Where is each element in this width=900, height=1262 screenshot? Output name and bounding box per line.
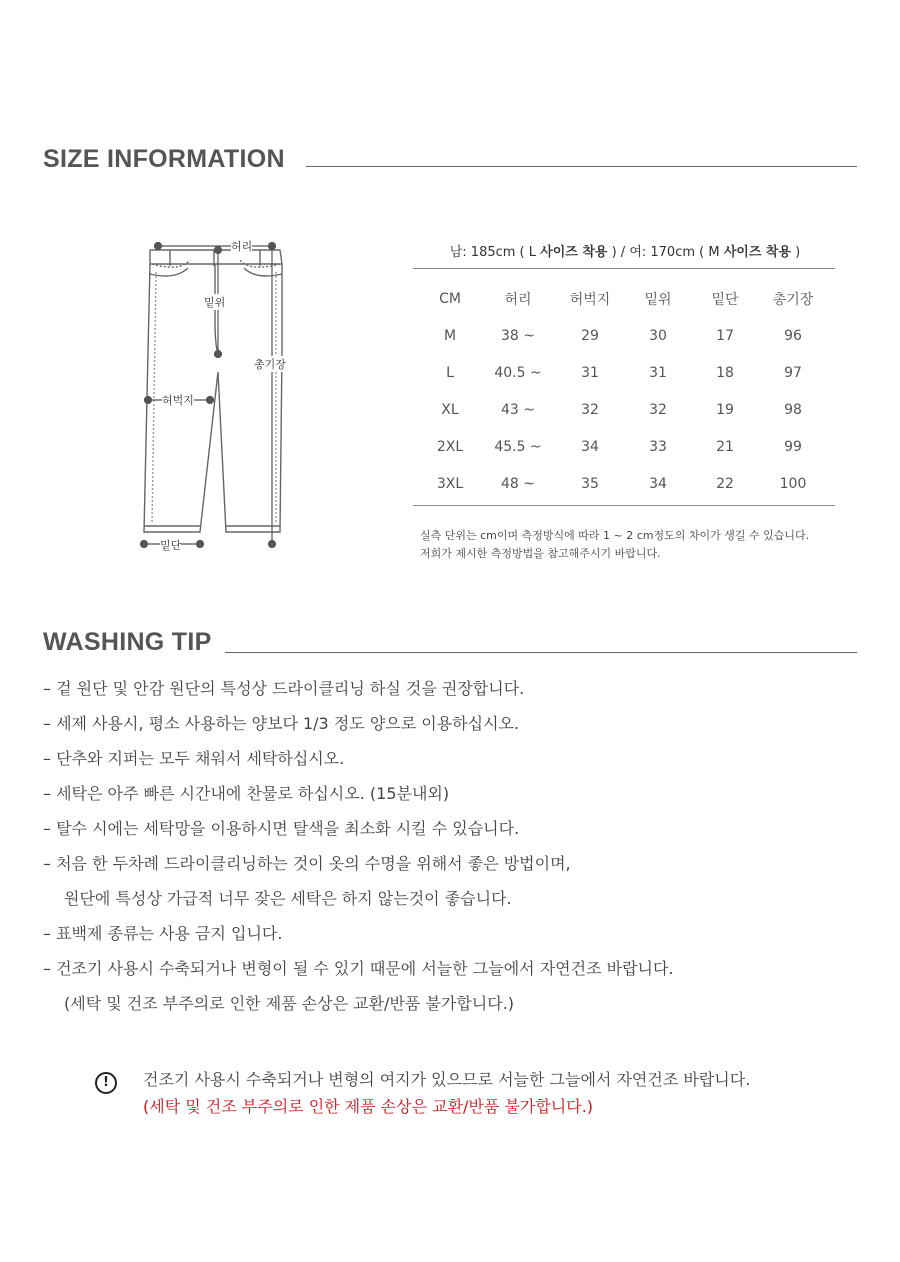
- table-cell: 48 ~: [501, 475, 535, 492]
- exclamation-circle-icon: !: [95, 1072, 117, 1094]
- diagram-label-waist: 허리: [231, 240, 253, 253]
- table-cell: 96: [784, 327, 802, 344]
- table-header-cell: 허리: [504, 291, 532, 308]
- diagram-label-thigh: 허벅지: [162, 394, 194, 407]
- table-cell: 31: [649, 364, 667, 381]
- measurement-note: 실측 단위는 cm이며 측정방식에 따라 1 ~ 2 cm정도의 차이가 생길 수 있습니다.: [420, 529, 810, 542]
- table-cell: 34: [581, 438, 599, 455]
- table-header-cell: 총기장: [772, 291, 814, 308]
- table-cell: M: [443, 327, 457, 344]
- washing-tip-item: – 겉 원단 및 안감 원단의 특성상 드라이클리닝 하실 것을 권장합니다.: [43, 679, 525, 698]
- model-info-divider: [413, 268, 835, 269]
- table-divider: [413, 505, 835, 506]
- table-cell: L: [446, 364, 454, 381]
- table-header-cell: 밑단: [711, 291, 739, 308]
- table-row: [413, 428, 835, 465]
- washing-tip-item: – 표백제 종류는 사용 금지 입니다.: [43, 924, 283, 943]
- table-row: [413, 391, 835, 428]
- warning-text-highlight: (세탁 및 건조 부주의로 인한 제품 손상은 교환/반품 불가합니다.): [143, 1097, 594, 1116]
- table-cell: 38 ~: [501, 327, 535, 344]
- table-cell: XL: [441, 401, 459, 418]
- table-cell: 17: [716, 327, 734, 344]
- washing-tip-item: 원단에 특성상 가급적 너무 잦은 세탁은 하지 않는것이 좋습니다.: [64, 889, 512, 908]
- size-table: [413, 280, 835, 502]
- table-cell: 100: [779, 475, 807, 492]
- table-cell: 30: [649, 327, 667, 344]
- table-cell: 35: [581, 475, 599, 492]
- title-divider: [306, 166, 857, 167]
- table-cell: 43 ~: [501, 401, 535, 418]
- diagram-label-rise: 밑위: [204, 296, 226, 309]
- table-cell: 2XL: [436, 438, 464, 455]
- washing-tip-item: – 세탁은 아주 빠른 시간내에 찬물로 하십시오. (15분내외): [43, 784, 450, 803]
- washing-tip-item: – 탈수 시에는 세탁망을 이용하시면 탈색을 최소화 시킬 수 있습니다.: [43, 819, 520, 838]
- table-row: [413, 354, 835, 391]
- washing-tip-item: – 단추와 지퍼는 모두 채워서 세탁하십시오.: [43, 749, 345, 768]
- table-cell: 40.5 ~: [494, 364, 542, 381]
- table-row: [413, 317, 835, 354]
- model-fit-info: 남: 185cm ( L 사이즈 착용 ) / 여: 170cm ( M 사이즈 착용 ): [449, 245, 801, 260]
- washing-tip-item: – 건조기 사용시 수축되거나 변형이 될 수 있기 때문에 서늘한 그늘에서 자연건조 바랍니다.: [43, 959, 674, 978]
- diagram-label-hem: 밑단: [160, 539, 182, 552]
- table-cell: 98: [784, 401, 802, 418]
- title-divider: [225, 652, 857, 653]
- table-cell: 19: [716, 401, 734, 418]
- table-cell: 33: [649, 438, 667, 455]
- table-header-cell: CM: [439, 290, 461, 307]
- size-table-header: [413, 280, 835, 317]
- table-cell: 45.5 ~: [494, 438, 542, 455]
- table-cell: 32: [649, 401, 667, 418]
- washing-tip-item: – 세제 사용시, 평소 사용하는 양보다 1/3 정도 양으로 이용하십시오.: [43, 714, 520, 733]
- table-cell: 97: [784, 364, 802, 381]
- table-cell: 32: [581, 401, 599, 418]
- table-cell: 29: [581, 327, 599, 344]
- pants-outline-icon: [130, 232, 300, 562]
- table-header-cell: 밑위: [644, 291, 672, 308]
- table-cell: 3XL: [436, 475, 464, 492]
- table-cell: 31: [581, 364, 599, 381]
- washing-tip-item: – 처음 한 두차례 드라이클리닝하는 것이 옷의 수명을 위해서 좋은 방법이며,: [43, 854, 571, 873]
- table-row: [413, 465, 835, 502]
- pants-measurement-diagram: [130, 232, 300, 562]
- table-cell: 21: [716, 438, 734, 455]
- measurement-note: 저희가 제시한 측정방법을 참고해주시기 바랍니다.: [420, 547, 661, 560]
- table-header-cell: 허벅지: [569, 291, 611, 308]
- washing-tip-item: (세탁 및 건조 부주의로 인한 제품 손상은 교환/반품 불가합니다.): [64, 994, 515, 1013]
- size-information-title: SIZE INFORMATION: [43, 145, 285, 173]
- table-cell: 99: [784, 438, 802, 455]
- table-cell: 34: [649, 475, 667, 492]
- washing-tip-title: WASHING TIP: [43, 628, 212, 656]
- warning-text: 건조기 사용시 수축되거나 변형의 여지가 있으므로 서늘한 그늘에서 자연건조 바랍니다.: [143, 1070, 751, 1089]
- diagram-label-length: 총기장: [254, 358, 286, 371]
- table-cell: 22: [716, 475, 734, 492]
- table-cell: 18: [716, 364, 734, 381]
